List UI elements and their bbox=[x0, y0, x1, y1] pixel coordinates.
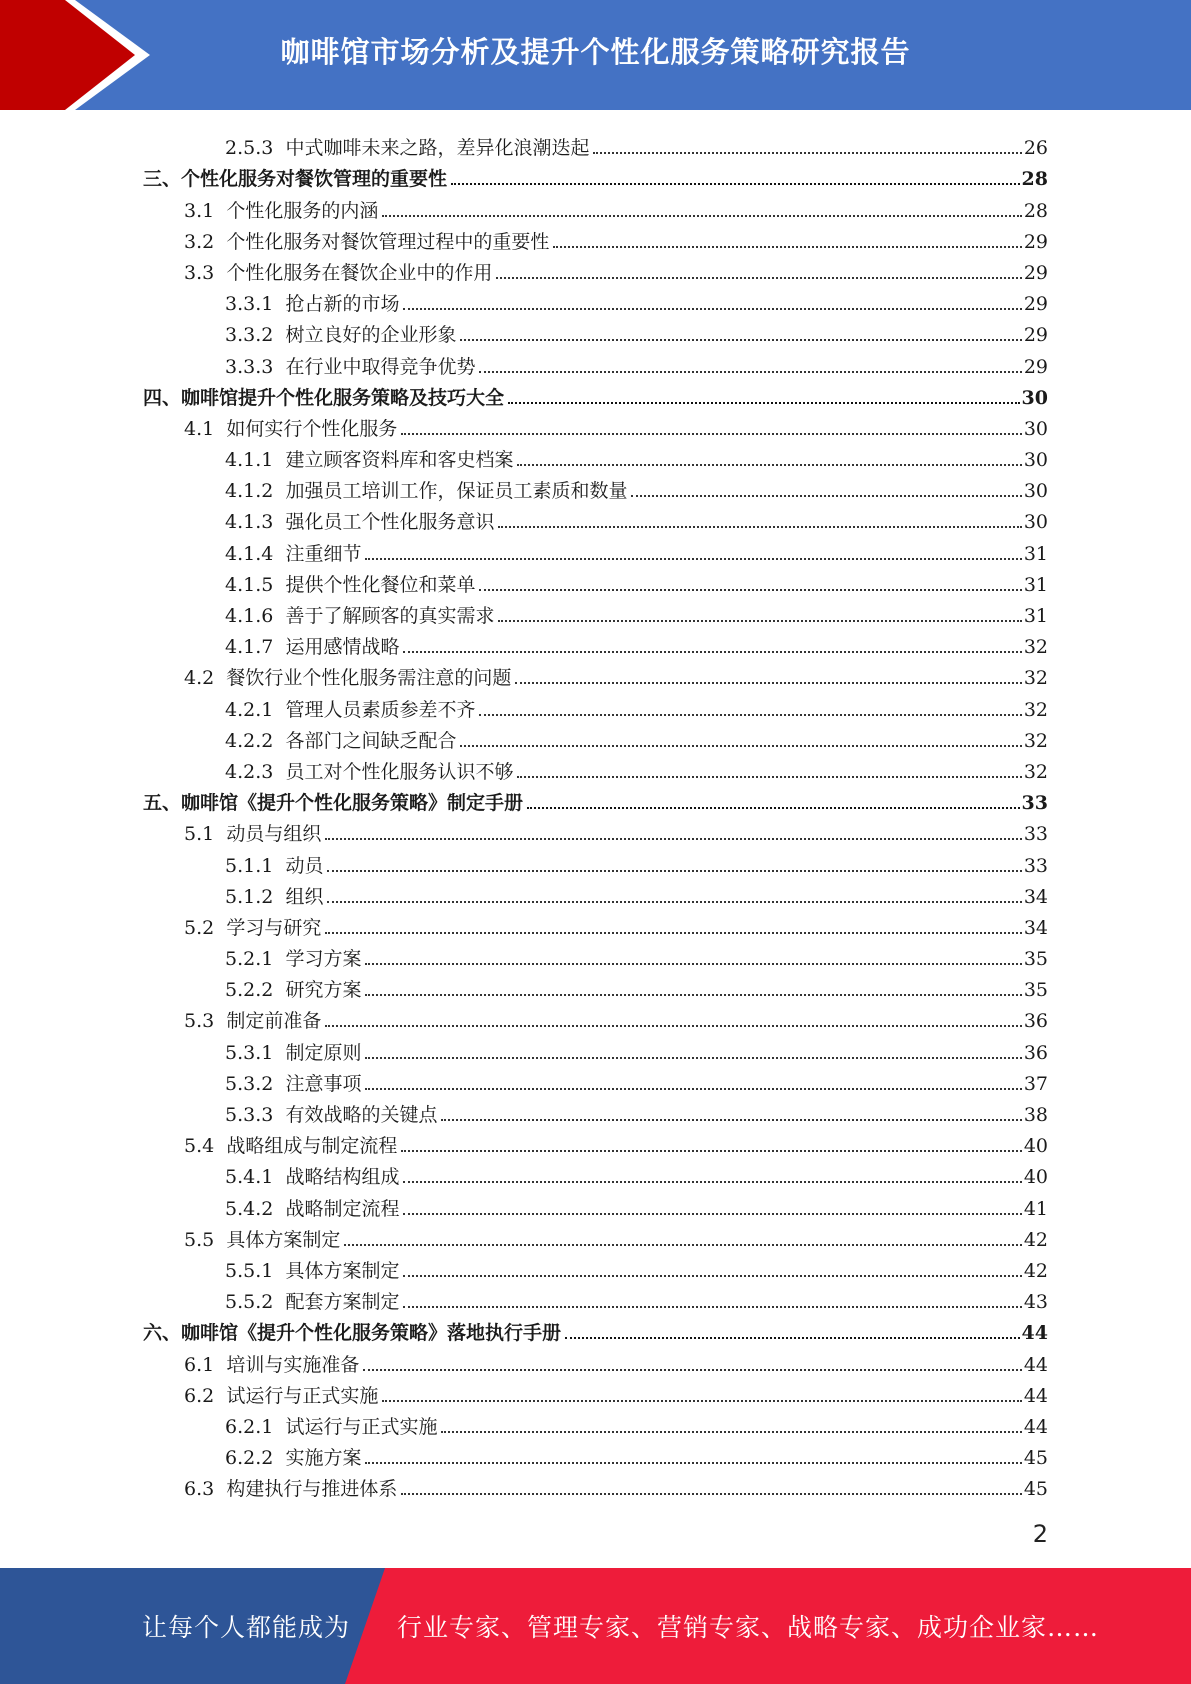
toc-leader-dots bbox=[401, 433, 1021, 435]
toc-entry-number: 5.1 bbox=[184, 823, 215, 846]
toc-entry[interactable] bbox=[143, 721, 1048, 752]
toc-entry[interactable] bbox=[143, 1313, 1048, 1344]
toc-entry[interactable] bbox=[143, 814, 1048, 845]
toc-entry[interactable] bbox=[143, 1251, 1048, 1282]
toc-leader-dots bbox=[403, 651, 1021, 653]
toc-leader-dots bbox=[325, 1025, 1021, 1027]
toc-entry-page: 38 bbox=[1023, 1104, 1048, 1126]
toc-entry-title: 注意事项 bbox=[285, 1072, 362, 1095]
page-number: 2 bbox=[1032, 1520, 1048, 1548]
toc-entry[interactable] bbox=[143, 502, 1048, 533]
toc-entry-title: 个性化服务的内涵 bbox=[226, 199, 379, 222]
toc-entry[interactable] bbox=[143, 471, 1048, 502]
toc-leader-dots bbox=[496, 277, 1021, 279]
toc-entry-number: 5.1.2 bbox=[225, 885, 274, 908]
toc-entry[interactable] bbox=[143, 1001, 1048, 1032]
toc-leader-dots bbox=[382, 1400, 1021, 1402]
toc-entry-page: 33 bbox=[1023, 823, 1048, 846]
toc-leader-dots bbox=[508, 402, 1020, 404]
toc-entry-page: 32 bbox=[1023, 729, 1048, 752]
toc-entry-page: 37 bbox=[1023, 1072, 1048, 1095]
toc-leader-dots bbox=[365, 558, 1021, 560]
toc-leader-dots bbox=[515, 682, 1021, 684]
toc-entry-title: 学习与研究 bbox=[226, 916, 322, 939]
toc-entry-title: 如何实行个性化服务 bbox=[226, 417, 398, 440]
toc-entry[interactable] bbox=[143, 939, 1048, 970]
toc-entry-title: 制定前准备 bbox=[226, 1010, 322, 1033]
toc-entry-number: 3.3.3 bbox=[225, 355, 274, 378]
toc-entry[interactable] bbox=[143, 533, 1048, 564]
toc-entry[interactable] bbox=[143, 440, 1048, 471]
toc-entry[interactable] bbox=[143, 1064, 1048, 1095]
toc-entry-title: 强化员工个性化服务意识 bbox=[285, 511, 495, 534]
toc-entry-page: 32 bbox=[1023, 667, 1048, 690]
toc-entry-number: 4.1.5 bbox=[225, 573, 274, 596]
toc-leader-dots bbox=[403, 308, 1021, 310]
toc-entry-title: 研究方案 bbox=[285, 979, 362, 1002]
toc-entry[interactable] bbox=[143, 689, 1048, 720]
toc-entry-number: 4.1.1 bbox=[225, 449, 274, 472]
toc-leader-dots bbox=[593, 152, 1021, 154]
toc-entry-page: 33 bbox=[1021, 792, 1048, 815]
toc-entry-page: 26 bbox=[1023, 137, 1048, 160]
toc-entry-page: 45 bbox=[1023, 1478, 1048, 1501]
toc-entry[interactable] bbox=[143, 1032, 1048, 1063]
footer-banner bbox=[0, 1568, 1191, 1684]
toc-entry-title: 在行业中取得竞争优势 bbox=[285, 355, 476, 378]
footer-slogan: 让每个人都能成为 bbox=[142, 1613, 351, 1642]
toc-entry[interactable] bbox=[143, 752, 1048, 783]
toc-entry-title: 树立良好的企业形象 bbox=[285, 324, 457, 347]
toc-entry[interactable] bbox=[143, 845, 1048, 876]
toc-entry-page: 31 bbox=[1023, 605, 1048, 627]
toc-leader-dots bbox=[498, 526, 1021, 528]
toc-leader-dots bbox=[365, 963, 1021, 965]
toc-entry-page: 31 bbox=[1023, 542, 1048, 565]
toc-entry-title: 餐饮行业个性化服务需注意的问题 bbox=[226, 667, 512, 690]
toc-leader-dots bbox=[565, 1337, 1020, 1339]
toc-leader-dots bbox=[479, 714, 1021, 716]
toc-entry-page: 44 bbox=[1021, 1322, 1048, 1345]
toc-entry[interactable] bbox=[143, 1469, 1048, 1500]
toc-entry-page: 29 bbox=[1023, 261, 1048, 284]
toc-entry-number: 5.1.1 bbox=[225, 854, 274, 877]
toc-entry[interactable] bbox=[143, 565, 1048, 596]
toc-entry-page: 40 bbox=[1023, 1166, 1048, 1189]
toc-entry-number: 4.2.1 bbox=[225, 698, 274, 721]
toc-entry-number: 5.3.1 bbox=[225, 1041, 274, 1064]
toc-entry-title: 学习方案 bbox=[285, 948, 362, 971]
toc-entry[interactable] bbox=[143, 1095, 1048, 1126]
toc-leader-dots bbox=[460, 339, 1021, 341]
report-title: 咖啡馆市场分析及提升个性化服务策略研究报告 bbox=[280, 34, 911, 69]
toc-entry[interactable] bbox=[143, 190, 1048, 221]
toc-leader-dots bbox=[401, 1493, 1021, 1495]
toc-entry-page: 42 bbox=[1023, 1259, 1048, 1282]
toc-leader-dots bbox=[498, 620, 1021, 622]
toc-entry-page: 32 bbox=[1023, 636, 1048, 659]
toc-entry-page: 34 bbox=[1023, 885, 1048, 908]
toc-entry-page: 30 bbox=[1021, 386, 1048, 409]
toc-entry-title: 注重细节 bbox=[285, 542, 362, 565]
toc-entry-number: 2.5.3 bbox=[225, 137, 274, 160]
toc-entry[interactable] bbox=[143, 128, 1048, 159]
toc-entry-page: 29 bbox=[1023, 293, 1048, 316]
toc-entry[interactable] bbox=[143, 1344, 1048, 1375]
toc-entry-page: 30 bbox=[1023, 480, 1048, 503]
toc-entry-number: 5.4.2 bbox=[225, 1197, 274, 1220]
toc-entry-page: 30 bbox=[1023, 417, 1048, 440]
toc-entry[interactable] bbox=[143, 1220, 1048, 1251]
toc-entry-number: 3.3 bbox=[184, 261, 215, 284]
toc-entry-number: 6.2 bbox=[184, 1384, 215, 1407]
toc-entry[interactable] bbox=[143, 783, 1048, 814]
toc-entry[interactable] bbox=[143, 1407, 1048, 1438]
toc-entry-number: 4.1.4 bbox=[225, 542, 274, 565]
toc-entry-page: 40 bbox=[1023, 1135, 1048, 1158]
toc-entry-page: 36 bbox=[1023, 1010, 1048, 1033]
toc-entry-title: 组织 bbox=[285, 885, 324, 908]
toc-entry-title: 员工对个性化服务认识不够 bbox=[285, 760, 514, 783]
toc-entry[interactable] bbox=[143, 1157, 1048, 1188]
toc-entry-page: 36 bbox=[1023, 1041, 1048, 1064]
toc-entry-number: 5.2.1 bbox=[225, 948, 274, 971]
toc-entry[interactable] bbox=[143, 346, 1048, 377]
toc-entry-page: 33 bbox=[1023, 854, 1048, 877]
toc-entry-number: 4.2 bbox=[184, 667, 215, 690]
toc-entry-title: 中式咖啡未来之路，差异化浪潮迭起 bbox=[285, 137, 590, 160]
toc-entry-title: 抢占新的市场 bbox=[285, 293, 400, 316]
toc-entry-page: 44 bbox=[1023, 1384, 1048, 1407]
toc-entry-page: 31 bbox=[1023, 573, 1048, 596]
toc-entry-title: 动员与组织 bbox=[226, 823, 322, 846]
toc-leader-dots bbox=[344, 1244, 1021, 1246]
toc-entry-number: 5.4 bbox=[184, 1135, 215, 1158]
toc-leader-dots bbox=[527, 807, 1020, 809]
toc-entry-title: 试运行与正式实施 bbox=[226, 1384, 379, 1407]
toc-entry-title: 有效战略的关键点 bbox=[285, 1104, 438, 1126]
toc-entry-title: 构建执行与推进体系 bbox=[226, 1478, 398, 1501]
toc-entry-page: 29 bbox=[1023, 355, 1048, 378]
toc-leader-dots bbox=[365, 1057, 1021, 1059]
toc-entry[interactable] bbox=[143, 1376, 1048, 1407]
toc-entry-title: 战略结构组成 bbox=[285, 1166, 400, 1189]
toc-entry-number: 6.1 bbox=[184, 1353, 215, 1376]
toc-entry-page: 28 bbox=[1021, 168, 1048, 191]
toc-entry-number: 5.5.1 bbox=[225, 1259, 274, 1282]
toc-leader-dots bbox=[365, 1088, 1021, 1090]
toc-entry-title: 管理人员素质参差不齐 bbox=[285, 698, 476, 721]
toc-entry[interactable] bbox=[143, 627, 1048, 658]
toc-entry-title: 个性化服务对餐饮管理过程中的重要性 bbox=[226, 230, 550, 253]
toc-entry-title: 具体方案制定 bbox=[285, 1259, 400, 1282]
toc-leader-dots bbox=[382, 215, 1021, 217]
toc-entry-title: 六、咖啡馆《提升个性化服务策略》落地执行手册 bbox=[143, 1322, 562, 1345]
toc-entry-title: 战略制定流程 bbox=[285, 1197, 400, 1220]
toc-entry[interactable] bbox=[143, 658, 1048, 689]
toc-entry[interactable] bbox=[143, 409, 1048, 440]
toc-entry-number: 5.5.2 bbox=[225, 1291, 274, 1314]
footer-roles: 行业专家、管理专家、营销专家、战略专家、成功企业家…… bbox=[397, 1613, 1100, 1642]
toc-entry-page: 29 bbox=[1023, 230, 1048, 253]
toc-leader-dots bbox=[363, 1369, 1021, 1371]
toc-entry[interactable] bbox=[143, 970, 1048, 1001]
toc-entry-title: 善于了解顾客的真实需求 bbox=[285, 605, 495, 627]
toc-entry-page: 44 bbox=[1023, 1415, 1048, 1438]
toc-entry-title: 个性化服务在餐饮企业中的作用 bbox=[226, 261, 493, 284]
toc-entry[interactable] bbox=[143, 596, 1048, 627]
toc-entry[interactable] bbox=[143, 1126, 1048, 1157]
toc-entry-page: 35 bbox=[1023, 979, 1048, 1002]
toc-leader-dots bbox=[325, 838, 1021, 840]
toc-entry-number: 4.2.2 bbox=[225, 729, 274, 752]
toc-entry-number: 4.1 bbox=[184, 417, 215, 440]
toc-entry-title: 制定原则 bbox=[285, 1041, 362, 1064]
toc-entry[interactable] bbox=[143, 315, 1048, 346]
toc-entry[interactable] bbox=[143, 159, 1048, 190]
toc-entry-title: 培训与实施准备 bbox=[226, 1353, 360, 1376]
toc-leader-dots bbox=[403, 1213, 1021, 1215]
toc-entry-number: 3.2 bbox=[184, 230, 215, 253]
toc-entry-title: 配套方案制定 bbox=[285, 1291, 400, 1314]
toc-entry-page: 29 bbox=[1023, 324, 1048, 347]
toc-leader-dots bbox=[517, 776, 1021, 778]
toc-entry-number: 6.2.1 bbox=[225, 1415, 274, 1438]
toc-leader-dots bbox=[441, 1119, 1021, 1121]
toc-entry-number: 4.1.3 bbox=[225, 511, 274, 534]
chevron-arrow-icon bbox=[0, 0, 150, 110]
toc-entry-page: 32 bbox=[1023, 760, 1048, 783]
toc-entry-number: 3.3.1 bbox=[225, 293, 274, 316]
toc-entry-number: 5.3 bbox=[184, 1010, 215, 1033]
header-banner bbox=[0, 0, 1191, 110]
toc-entry[interactable] bbox=[143, 1188, 1048, 1219]
toc-entry[interactable] bbox=[143, 378, 1048, 409]
toc-leader-dots bbox=[553, 246, 1021, 248]
toc-entry-title: 五、咖啡馆《提升个性化服务策略》制定手册 bbox=[143, 792, 524, 815]
toc-entry-page: 42 bbox=[1023, 1228, 1048, 1251]
toc-entry[interactable] bbox=[143, 908, 1048, 939]
toc-entry-number: 4.2.3 bbox=[225, 760, 274, 783]
toc-entry-title: 各部门之间缺乏配合 bbox=[285, 729, 457, 752]
toc-entry-title: 加强员工培训工作，保证员工素质和数量 bbox=[285, 480, 628, 503]
toc-entry-number: 3.1 bbox=[184, 199, 215, 222]
toc-entry-title: 动员 bbox=[285, 854, 324, 877]
toc-entry-page: 45 bbox=[1023, 1447, 1048, 1470]
toc-entry-number: 4.1.7 bbox=[225, 636, 274, 659]
toc-entry-page: 44 bbox=[1023, 1353, 1048, 1376]
toc-entry-number: 3.3.2 bbox=[225, 324, 274, 347]
toc-entry-title: 战略组成与制定流程 bbox=[226, 1135, 398, 1158]
toc-leader-dots bbox=[460, 745, 1021, 747]
toc-entry[interactable] bbox=[143, 284, 1048, 315]
toc-entry-page: 35 bbox=[1023, 948, 1048, 971]
toc-entry-title: 具体方案制定 bbox=[226, 1228, 341, 1251]
toc-entry-title: 实施方案 bbox=[285, 1447, 362, 1470]
toc-entry-title: 运用感情战略 bbox=[285, 636, 400, 659]
toc-entry-title: 试运行与正式实施 bbox=[285, 1415, 438, 1438]
toc-entry[interactable] bbox=[143, 877, 1048, 908]
toc-leader-dots bbox=[451, 183, 1020, 185]
toc-entry-page: 30 bbox=[1023, 511, 1048, 534]
toc-leader-dots bbox=[479, 371, 1021, 373]
toc-leader-dots bbox=[403, 1181, 1021, 1183]
toc-entry[interactable] bbox=[143, 253, 1048, 284]
toc-leader-dots bbox=[403, 1306, 1021, 1308]
toc-entry-number: 5.4.1 bbox=[225, 1166, 274, 1189]
toc-entry-number: 5.2 bbox=[184, 916, 215, 939]
toc-leader-dots bbox=[401, 1150, 1021, 1152]
toc-entry[interactable] bbox=[143, 222, 1048, 253]
toc-leader-dots bbox=[631, 495, 1021, 497]
toc-entry-page: 34 bbox=[1023, 916, 1048, 939]
toc-leader-dots bbox=[479, 589, 1021, 591]
toc-entry-number: 6.2.2 bbox=[225, 1447, 274, 1470]
toc-leader-dots bbox=[365, 994, 1021, 996]
toc-entry-number: 5.2.2 bbox=[225, 979, 274, 1002]
toc-entry-page: 28 bbox=[1023, 199, 1048, 222]
toc-entry-title: 四、咖啡馆提升个性化服务策略及技巧大全 bbox=[143, 386, 505, 409]
toc-leader-dots bbox=[441, 1431, 1021, 1433]
toc-entry-number: 6.3 bbox=[184, 1478, 215, 1501]
toc-entry-page: 43 bbox=[1023, 1291, 1048, 1314]
toc-entry-number: 5.3.2 bbox=[225, 1072, 274, 1095]
toc-entry[interactable] bbox=[143, 1438, 1048, 1469]
toc-entry-page: 32 bbox=[1023, 698, 1048, 721]
toc-entry-page: 41 bbox=[1023, 1197, 1048, 1220]
toc-leader-dots bbox=[365, 1462, 1021, 1464]
toc-entry[interactable] bbox=[143, 1282, 1048, 1313]
toc-entry-title: 提供个性化餐位和菜单 bbox=[285, 573, 476, 596]
toc-entry-number: 5.3.3 bbox=[225, 1104, 274, 1126]
toc-leader-dots bbox=[403, 1275, 1021, 1277]
toc-entry-page: 30 bbox=[1023, 449, 1048, 472]
toc-entry-number: 4.1.6 bbox=[225, 605, 274, 627]
toc-leader-dots bbox=[327, 901, 1021, 903]
toc-leader-dots bbox=[327, 870, 1021, 872]
toc-entry-title: 建立顾客资料库和客史档案 bbox=[285, 449, 514, 472]
toc-leader-dots bbox=[325, 932, 1021, 934]
toc-leader-dots bbox=[517, 464, 1021, 466]
table-of-contents bbox=[143, 128, 1048, 1500]
toc-entry-number: 4.1.2 bbox=[225, 480, 274, 503]
toc-entry-title: 三、个性化服务对餐饮管理的重要性 bbox=[143, 168, 448, 191]
toc-entry-number: 5.5 bbox=[184, 1228, 215, 1251]
